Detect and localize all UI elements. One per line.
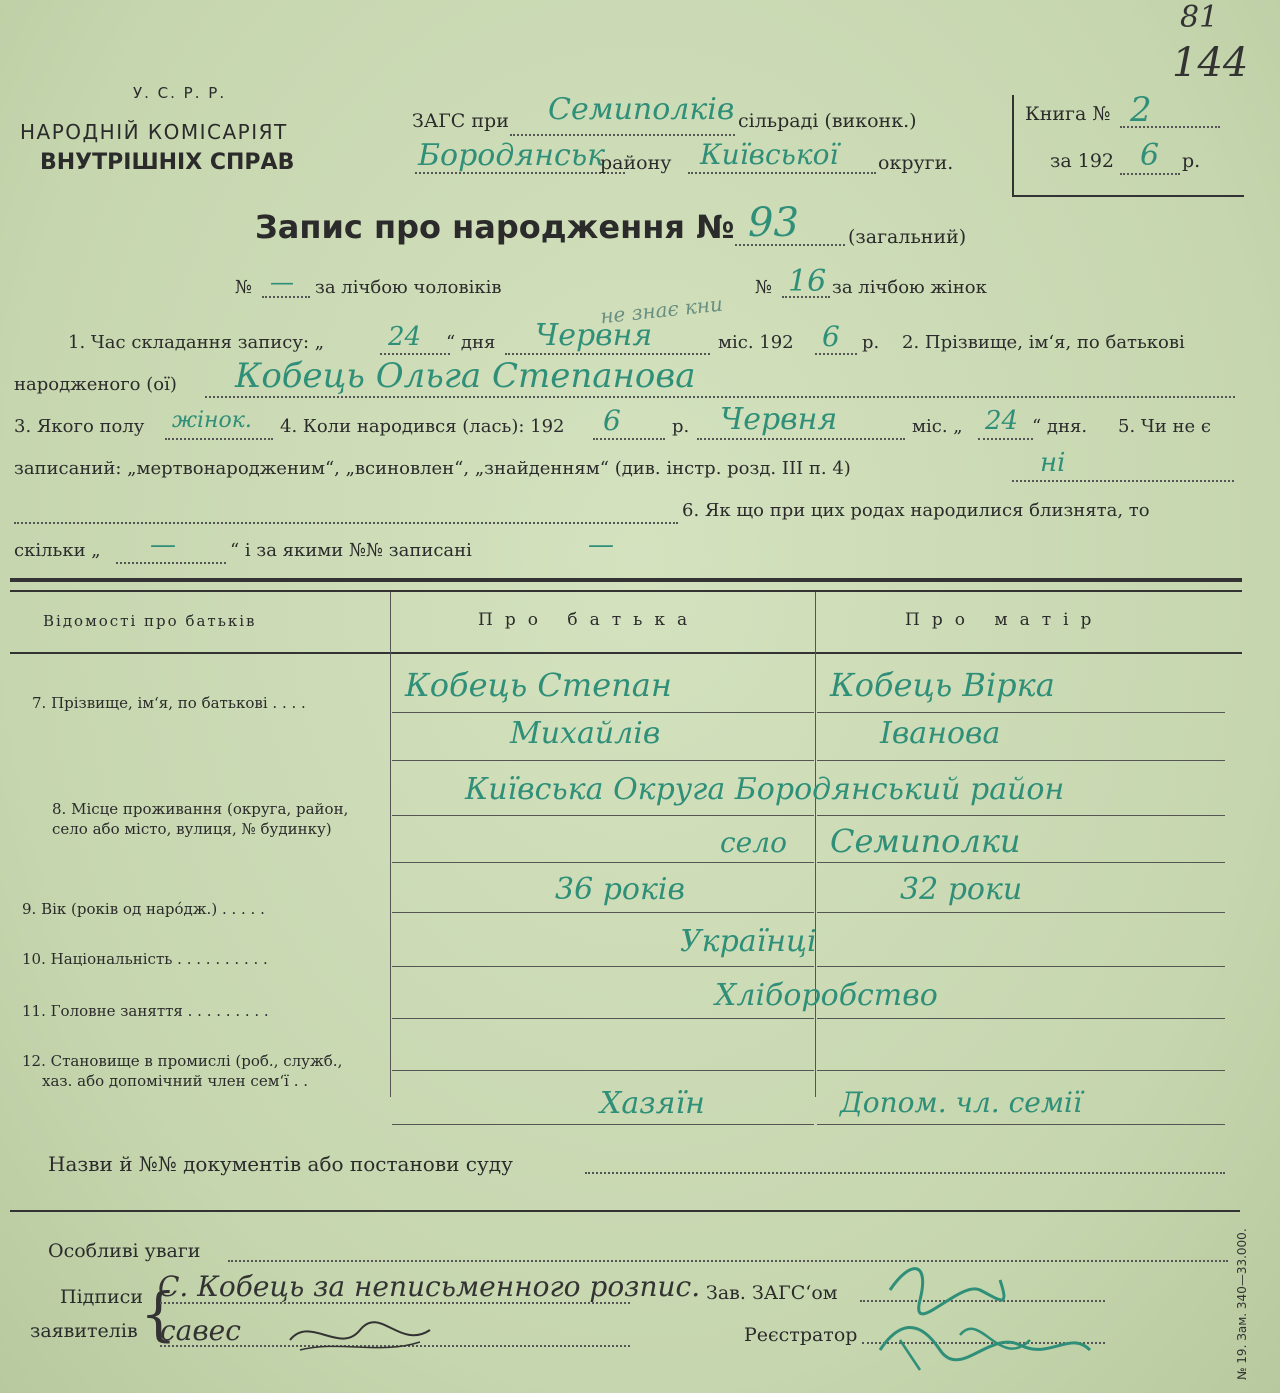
okruga-suffix: округи. (878, 152, 954, 174)
documents-label: Назви й №№ документів або постанови суду (48, 1152, 513, 1176)
annotation: не знає кни (599, 291, 724, 329)
field5-label2: записаний: „мертвонародженим“, „всиновлен“, „знайденням“ (див. інстр. розд. III п. 4) (14, 458, 851, 479)
field3-label: 3. Якого полу (14, 416, 145, 437)
row8-village-word: село (720, 826, 787, 859)
field4-year-suffix: р. (672, 416, 690, 437)
signatures-label-1: Підписи (60, 1286, 143, 1308)
ministry-line-2: ВНУТРІШНІХ СПРАВ (40, 150, 295, 175)
field1-year-suffix: р. (862, 332, 880, 353)
row9-mother-age: 32 роки (900, 872, 1023, 907)
row8-label: 8. Місце проживання (округа, район, (52, 800, 349, 818)
row8-address: Київська Округа Бородянський район (465, 772, 1065, 807)
row7-father-2: Михайлів (510, 716, 661, 751)
row9-father-age: 36 років (555, 872, 685, 907)
signatures-brace: { (140, 1280, 177, 1348)
field1-day-suffix: “ дня (446, 332, 496, 353)
signature-line-1: С. Кобець за неписьменного розпис. (158, 1270, 701, 1303)
notes-label: Особливі уваги (48, 1240, 201, 1262)
men-count-value: — (270, 268, 294, 296)
field4-month-suffix: міс. „ (912, 416, 963, 437)
head-label: Зав. ЗАГС‘ом (706, 1282, 838, 1304)
country-label: У. С. Р. Р. (133, 84, 227, 102)
row7-father: Кобець Степан (405, 666, 672, 704)
record-number: 93 (748, 200, 799, 246)
applicant-scribble (280, 1310, 440, 1360)
table-header-mother: Про матір (905, 610, 1104, 630)
field6-value2: — (588, 530, 614, 560)
book-label: Книга № (1025, 103, 1111, 125)
field4-month: Червня (720, 402, 838, 437)
row7-mother: Кобець Вірка (830, 666, 1055, 704)
zags-prefix: ЗАГС при (412, 110, 509, 132)
field5-value: ні (1040, 448, 1066, 478)
women-count-prefix: № (755, 277, 773, 298)
field1-year: 6 (822, 320, 840, 353)
table-header-father: Про батька (478, 610, 700, 630)
field4-label: 4. Коли народився (лась): 192 (280, 416, 565, 437)
ministry-line-1: НАРОДНІЙ КОМІСАРІЯТ (20, 120, 288, 144)
row12-mother: Допом. чл. семії (840, 1086, 1082, 1119)
row12-father: Хазяїн (600, 1086, 705, 1121)
row9-label: 9. Вік (років од нарóдж.) . . . . . (22, 900, 265, 918)
field6-label: 6. Як що при цих родах народилися близнята, то (682, 500, 1150, 521)
signatures-label-2: заявителів (30, 1320, 138, 1342)
field5-label: 5. Чи не є (1118, 416, 1211, 437)
official-signatures (860, 1250, 1120, 1380)
book-year-prefix: за 192 (1050, 150, 1114, 172)
row8-village-name: Семиполки (830, 822, 1021, 860)
book-number: 2 (1130, 90, 1152, 130)
men-count-label: за лічбою чоловіків (315, 277, 502, 298)
women-count-label: за лічбою жінок (832, 277, 987, 298)
record-number-suffix: (загальний) (848, 226, 967, 248)
field6-value: — (150, 530, 176, 560)
table-header-info: Відомості про батьків (43, 612, 257, 630)
row12-label: 12. Становище в промислі (роб., служб., (22, 1052, 343, 1070)
field4-day: 24 (985, 406, 1019, 436)
zags-village-value: Семиполків (548, 92, 735, 127)
row8-label-2: село або місто, вулиця, № будинку) (52, 820, 332, 838)
field6-label2b: “ і за якими №№ записані (230, 540, 472, 561)
district-suffix: району (600, 152, 672, 174)
row7-mother-2: Іванова (880, 716, 1001, 751)
field1-month-suffix: міс. 192 (718, 332, 794, 353)
book-year-suffix: р. (1182, 150, 1201, 172)
okruga-value: Київської (700, 138, 839, 171)
record-title: Запис про народження № (255, 208, 735, 246)
zags-suffix: сільраді (виконк.) (738, 110, 917, 132)
field4-day-suffix: “ дня. (1032, 416, 1088, 437)
field3-value: жінок. (172, 408, 252, 433)
field1-day: 24 (388, 322, 422, 352)
row11-occupation: Хліборобство (715, 978, 938, 1013)
signature-line-2: савес (160, 1314, 241, 1347)
registrar-label: Реєстратор (744, 1324, 858, 1346)
row11-label: 11. Головне заняття . . . . . . . . . (22, 1002, 269, 1020)
row12-label-2: хаз. або допомічний член сем‘ї . . (42, 1072, 309, 1090)
field4-year: 6 (603, 404, 621, 437)
book-year-digit: 6 (1140, 138, 1160, 173)
district-value: Бородянськ (418, 138, 606, 173)
documents-rule (10, 1210, 1240, 1212)
field2-value: Кобець Ольга Степанова (235, 356, 696, 396)
field2-label2: народженого (ої) (14, 374, 177, 395)
corner-number-top: 81 (1180, 0, 1219, 35)
women-count-value: 16 (788, 264, 827, 299)
row7-label: 7. Прізвище, ім‘я, по батькові . . . . (32, 694, 306, 712)
row10-nationality: Українці (680, 924, 817, 959)
table-top-rule (10, 578, 1242, 582)
men-count-prefix: № (235, 277, 253, 298)
side-print: № 19. Зам. 340—33.000. (1235, 1228, 1249, 1380)
row10-label: 10. Національність . . . . . . . . . . (22, 950, 268, 968)
field1-month: Червня (535, 318, 653, 353)
corner-number-main: 144 (1172, 40, 1249, 86)
field2-label: 2. Прізвище, ім‘я, по батькові (902, 332, 1185, 353)
table-header-rule (10, 652, 1242, 654)
field1-label: 1. Час складання запису: „ (68, 332, 325, 353)
field6-label2a: скільки „ (14, 540, 101, 561)
